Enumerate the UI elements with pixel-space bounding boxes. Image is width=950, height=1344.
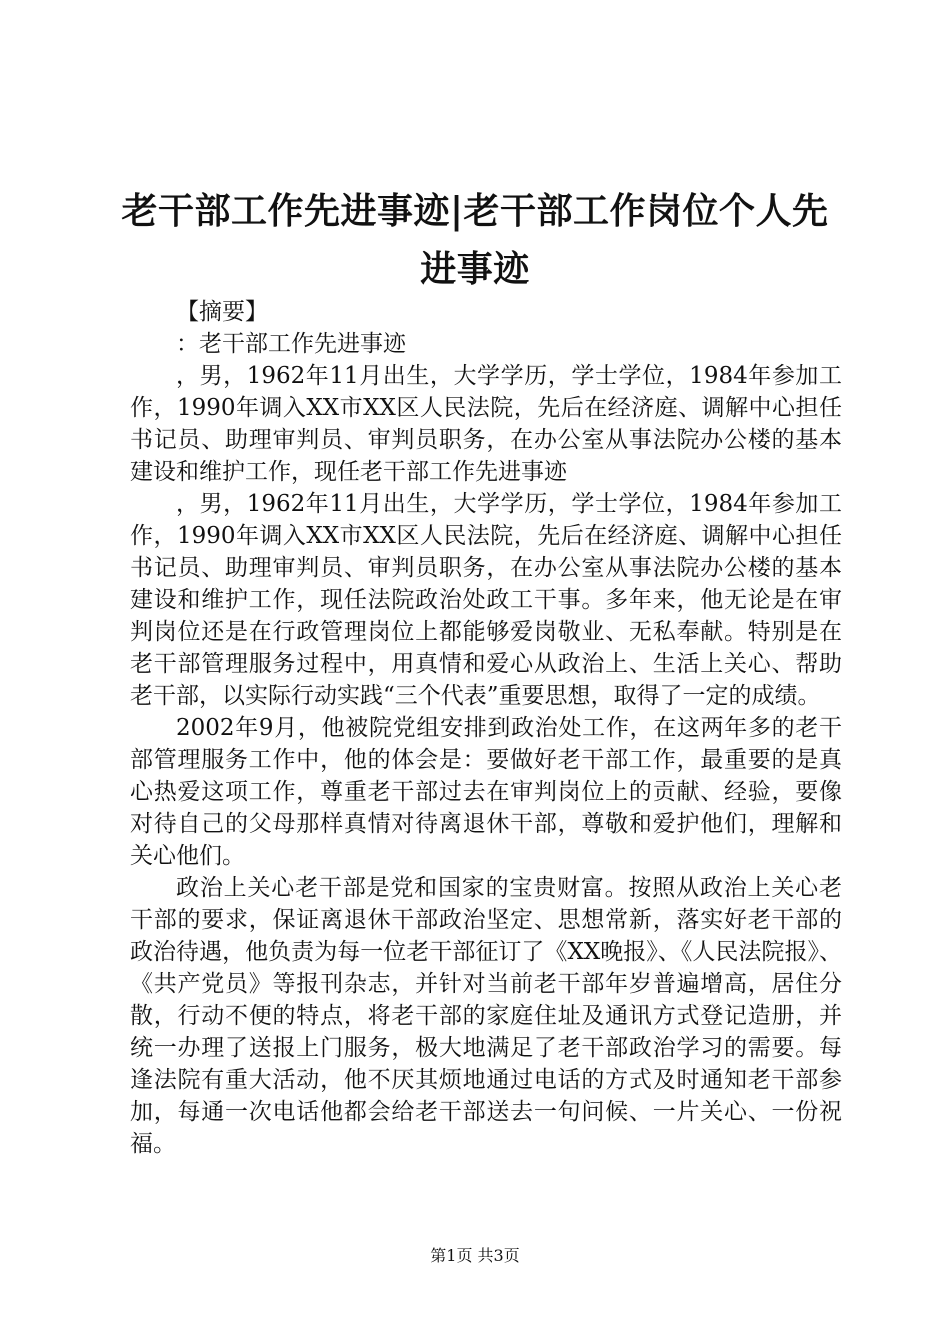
abstract-text: ：老干部工作先进事迹 bbox=[176, 331, 406, 357]
document-title: 老干部工作先进事迹|老干部工作岗位个人先进事迹 bbox=[121, 190, 829, 290]
page-footer: 第1页 共3页 bbox=[430, 1246, 520, 1265]
paragraph: ，男，1962年11月出生，大学学历，学士学位，1984年参加工作，1990年调入XX市XX区人民法院，先后在经济庭、调解中心担任书记员、助理审判员、审判员职务，在办公室从事法院办公楼的基本建设和维护工作，现任法院政治处政工干事。多年来，他无论是在审判岗位还是在行政管理岗位上都能够爱岗敬业、无私奉献。特别是在老干部管理服务过程中，用真情和爱心从政治上、生活上关心、帮助老干部，以实际行动实践“三个代表”重要思想，取得了一定的成绩。 bbox=[130, 491, 842, 709]
paragraph: 政治上关心老干部是党和国家的宝贵财富。按照从政治上关心老干部的要求，保证离退休干部政治坚定、思想常新，落实好老干部的政治待遇，他负责为每一位老干部征订了《XX晚报》、《人民法院报》、《共产党员》等报刊杂志，并针对当前老干部年岁普遍增高，居住分散，行动不便的特点，将老干部的家庭住址及通讯方式登记造册，并统一办理了送报上门服务，极大地满足了老干部政治学习的需要。每逢法院有重大活动，他不厌其烦地通过电话的方式及时通知老干部参加，每通一次电话他都会给老干部送去一句问候、一片关心、一份祝福。 bbox=[130, 875, 842, 1157]
paragraph: ，男，1962年11月出生，大学学历，学士学位，1984年参加工作，1990年调入XX市XX区人民法院，先后在经济庭、调解中心担任书记员、助理审判员、审判员职务，在办公室从事法院办公楼的基本建设和维护工作，现任老干部工作先进事迹 bbox=[130, 363, 842, 485]
abstract-label: 【摘要】 bbox=[176, 299, 268, 325]
document-body bbox=[130, 296, 842, 1160]
paragraph: 2002年9月，他被院党组安排到政治处工作，在这两年多的老干部管理服务工作中，他的体会是：要做好老干部工作，最重要的是真心热爱这项工作，尊重老干部过去在审判岗位上的贡献、经验，要像对待自己的父母那样真情对待离退休干部，尊敬和爱护他们，理解和关心他们。 bbox=[130, 715, 842, 869]
